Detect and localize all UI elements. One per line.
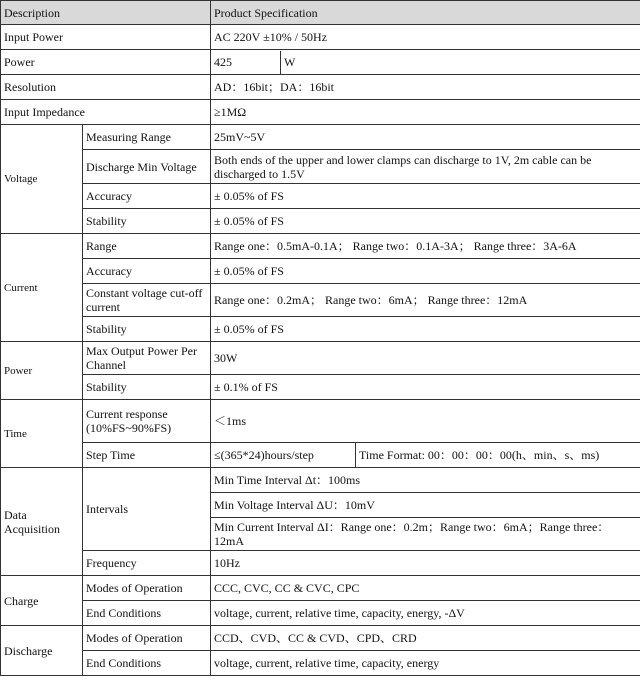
discharge-group-label: Discharge	[1, 626, 83, 676]
discharge-modes-label: Modes of Operation	[83, 626, 211, 651]
power-stability-value: ± 0.1% of FS	[211, 375, 640, 400]
time-format-value: Time Format: 00：00：00：00(h、min、s、ms)	[356, 443, 640, 468]
table-row	[1, 576, 640, 601]
charge-end-value: voltage, current, relative time, capacity, energy, -ΔV	[211, 601, 640, 626]
input-power-value: AC 220V ±10% / 50Hz	[211, 25, 640, 50]
table-row	[1, 75, 640, 100]
current-range-value: Range one：0.5mA-0.1A； Range two：0.1A-3A； Range three：3A-6A	[211, 234, 640, 259]
current-stability-label: Stability	[83, 317, 211, 342]
current-response-value: ＜1ms	[211, 400, 640, 443]
current-group-label: Current	[1, 234, 83, 342]
discharge-end-value: voltage, current, relative time, capacity, energy	[211, 651, 640, 676]
power-group-label: Power	[1, 342, 83, 400]
current-stability-value: ± 0.05% of FS	[211, 317, 640, 342]
table-row	[1, 209, 640, 234]
step-time-value: ≤(365*24)hours/step	[211, 443, 356, 468]
measuring-range-label: Measuring Range	[83, 125, 211, 150]
max-output-power-label: Max Output Power Per Channel	[83, 342, 211, 375]
table-row	[1, 626, 640, 651]
min-time-interval: Min Time Interval Δt：100ms	[211, 468, 640, 493]
frequency-label: Frequency	[83, 551, 211, 576]
table-row	[1, 25, 640, 50]
voltage-accuracy-value: ± 0.05% of FS	[211, 184, 640, 209]
header-row	[1, 1, 640, 25]
table-row	[1, 259, 640, 284]
intervals-label: Intervals	[83, 468, 211, 551]
table-row	[1, 551, 640, 576]
table-row	[1, 468, 640, 493]
data-acquisition-group-label: Data Acquisition	[1, 468, 83, 576]
table-row	[1, 317, 640, 342]
table-row	[1, 284, 640, 317]
table-row	[1, 184, 640, 209]
current-response-label: Current response (10%FS~90%FS)	[83, 400, 211, 443]
max-output-power-value: 30W	[211, 342, 640, 375]
cutoff-current-label: Constant voltage cut-off current	[83, 284, 211, 317]
table-row	[1, 125, 640, 150]
table-row	[1, 375, 640, 400]
power-value: 425	[211, 51, 281, 74]
resolution-label: Resolution	[1, 75, 211, 100]
table-row	[1, 234, 640, 259]
table-row	[1, 443, 640, 468]
time-group-label: Time	[1, 400, 83, 468]
resolution-value: AD：16bit；DA：16bit	[211, 75, 640, 100]
table-row	[1, 400, 640, 443]
power-value-cell	[211, 50, 640, 75]
voltage-group-label: Voltage	[1, 125, 83, 234]
table-row	[1, 100, 640, 125]
min-current-interval: Min Current Interval ΔI：Range one：0.2m；Range two：6mA；Range three：12mA	[211, 518, 640, 551]
table-row	[1, 150, 640, 184]
discharge-modes-value: CCD、CVD、CC & CVD、CPD、CRD	[211, 626, 640, 651]
current-range-label: Range	[83, 234, 211, 259]
discharge-min-voltage-value: Both ends of the upper and lower clamps can discharge to 1V, 2m cable can be discharged to 1.5V	[211, 150, 640, 184]
frequency-value: 10Hz	[211, 551, 640, 576]
charge-group-label: Charge	[1, 576, 83, 626]
power-label: Power	[1, 50, 211, 75]
input-power-label: Input Power	[1, 25, 211, 50]
min-voltage-interval: Min Voltage Interval ΔU：10mV	[211, 493, 640, 518]
voltage-accuracy-label: Accuracy	[83, 184, 211, 209]
table-row	[1, 342, 640, 375]
voltage-stability-value: ± 0.05% of FS	[211, 209, 640, 234]
table-row	[1, 651, 640, 676]
discharge-end-label: End Conditions	[83, 651, 211, 676]
input-impedance-label: Input Impedance	[1, 100, 211, 125]
charge-modes-value: CCC, CVC, CC & CVC, CPC	[211, 576, 640, 601]
cutoff-current-value: Range one：0.2mA； Range two：6mA； Range three：12mA	[211, 284, 640, 317]
step-time-label: Step Time	[83, 443, 211, 468]
header-description: Description	[1, 1, 211, 25]
table-row	[1, 50, 640, 75]
power-stability-label: Stability	[83, 375, 211, 400]
header-specification: Product Specification	[211, 1, 640, 25]
current-accuracy-value: ± 0.05% of FS	[211, 259, 640, 284]
input-impedance-value: ≥1MΩ	[211, 100, 640, 125]
table-row	[1, 601, 640, 626]
measuring-range-value: 25mV~5V	[211, 125, 640, 150]
voltage-stability-label: Stability	[83, 209, 211, 234]
power-unit: W	[284, 55, 296, 69]
charge-end-label: End Conditions	[83, 601, 211, 626]
current-accuracy-label: Accuracy	[83, 259, 211, 284]
discharge-min-voltage-label: Discharge Min Voltage	[83, 150, 211, 184]
charge-modes-label: Modes of Operation	[83, 576, 211, 601]
